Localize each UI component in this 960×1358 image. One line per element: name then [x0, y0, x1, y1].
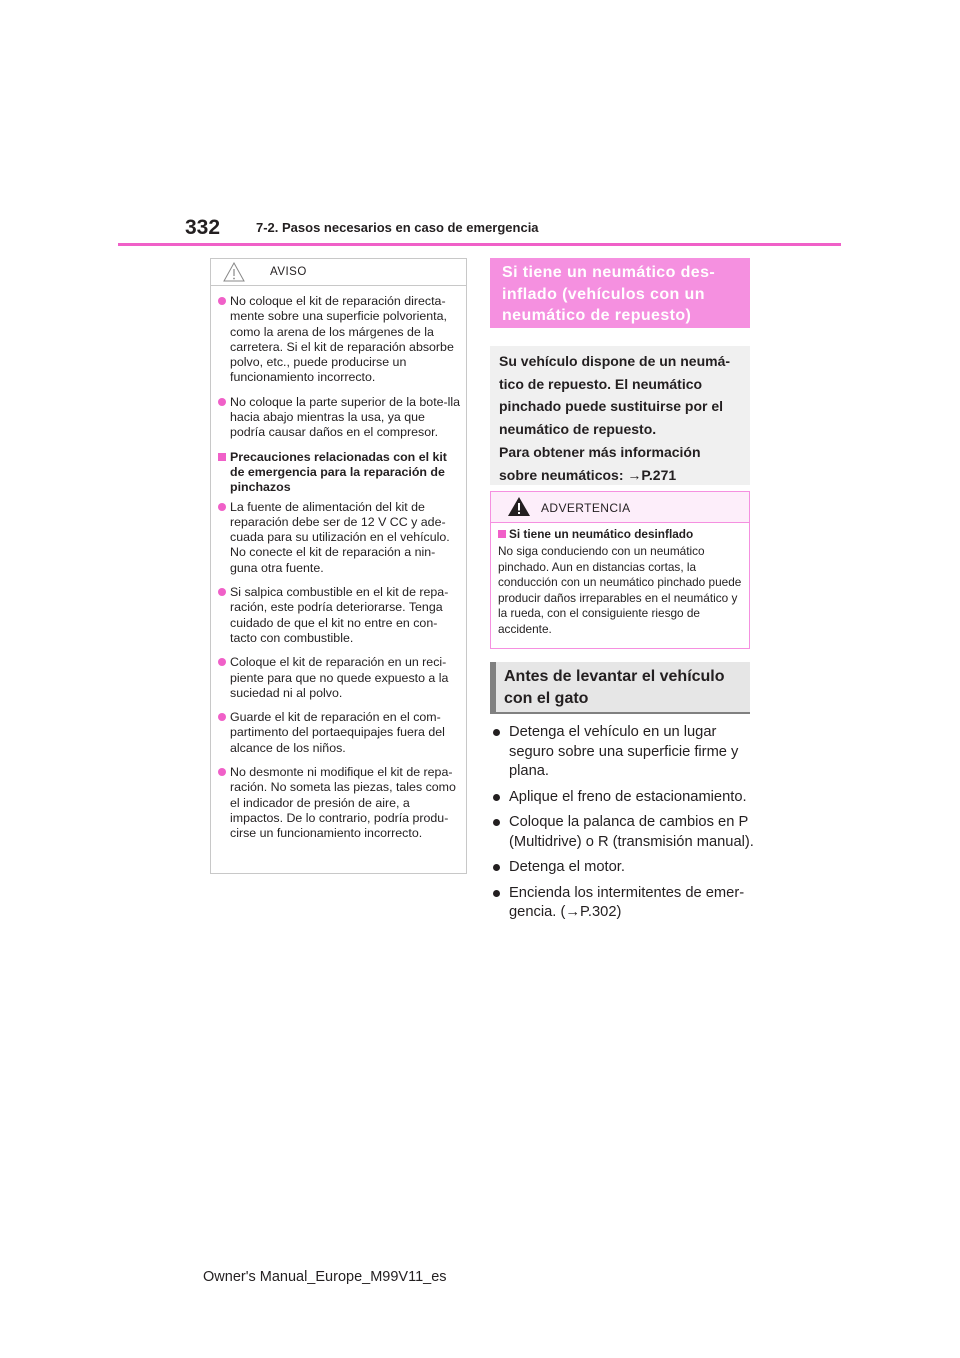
aviso-item [218, 585, 462, 646]
bullet-icon [218, 655, 230, 701]
section-title-line: con el gato [504, 690, 589, 707]
aviso-item [218, 395, 462, 441]
list-item-text: Detenga el vehículo en un lugar seguro sobre una superficie firme y plana. [509, 724, 739, 779]
aviso-title: AVISO [270, 266, 307, 278]
page-footer: Owner's Manual_Europe_M99V11_es [203, 1269, 447, 1285]
square-icon [218, 450, 230, 496]
chapter-title: 7-2. Pasos necesarios en caso de emergencia [256, 220, 539, 235]
aviso-item [218, 294, 462, 386]
section-title-line: inflado (vehículos con un [502, 285, 705, 303]
section-title-spare-tire [490, 258, 750, 328]
aviso-item [218, 500, 462, 576]
aviso-item-text: Guarde el kit de reparación en el com-partimento del portaequipajes fuera del alcance de los niños. [230, 710, 445, 755]
aviso-item-text: No desmonte ni modifique el kit de repa-ración. No someta las piezas, tales como el indicador de presión de aire, a impactos. De lo contrario, podría produ-cirse un funcionamiento incorrecto. [230, 765, 456, 841]
bullet-icon [218, 500, 230, 576]
section-title-line: neumático de repuesto) [502, 307, 692, 324]
list-item-text: Detenga el motor. [509, 859, 625, 875]
bullet-icon [490, 813, 509, 852]
list-item [490, 723, 755, 782]
info-line: Su vehículo dispone de un neumá- [499, 353, 731, 369]
aviso-box [210, 258, 467, 874]
info-box [490, 346, 750, 485]
bullet-icon [490, 858, 509, 878]
aviso-subheading [218, 450, 462, 496]
advertencia-subheading-text: Si tiene un neumático desinflado [509, 527, 694, 541]
steps-list [490, 723, 755, 929]
aviso-item [218, 710, 462, 756]
advertencia-box [490, 491, 750, 649]
info-line: neumático de repuesto. [499, 421, 657, 438]
advertencia-text: No siga conduciendo con un neumático pinchado. Aun en distancias cortas, la conducción con un neumático pinchado puede producir daños irreparables en el neumático y la rueda, con el consiguiente riesgo de accidente. [498, 544, 742, 636]
bullet-icon [218, 395, 230, 441]
bullet-icon [218, 710, 230, 756]
aviso-header [211, 259, 466, 286]
bullet-icon [490, 884, 509, 923]
advertencia-header [491, 492, 749, 523]
square-icon [498, 527, 509, 541]
list-item-text: Coloque la palanca de cambios en P (Multidrive) o R (transmisión manual). [509, 814, 754, 850]
warning-icon [507, 496, 531, 517]
section-title-line: Antes de levantar el vehículo [504, 668, 725, 685]
info-line-link[interactable]: sobre neumáticos: →P.271 [499, 466, 677, 483]
aviso-item [218, 655, 462, 701]
info-line: pinchado puede sustituirse por el [499, 398, 724, 415]
aviso-item-text: No coloque el kit de reparación directa-mente sobre una superficie polvorienta, como la arena de los márgenes de la carretera. Si el kit de reparación absorbe polvo, etc., puede producirse un funcionamiento incorrecto. [230, 294, 454, 385]
list-item-text: Encienda los intermitentes de emer-gencia. (→P.302) [509, 884, 745, 920]
bullet-icon [218, 765, 230, 841]
info-line: Para obtener más información [499, 443, 701, 460]
aviso-item-text: Si salpica combustible en el kit de repa-ración, este podría deteriorarse. Tenga cuidado de que el kit no entre en con-tacto con combustible. [230, 585, 449, 645]
list-item-text: Aplique el freno de estacionamiento. [509, 788, 747, 805]
aviso-subheading-text: Precauciones relacionadas con el kit de emergencia para la reparación de pinchazos [230, 449, 447, 495]
aviso-body [218, 294, 462, 851]
bullet-icon [218, 294, 230, 386]
section-title-jack [490, 662, 750, 714]
aviso-item [218, 765, 462, 841]
list-item [490, 858, 755, 878]
bullet-icon [490, 788, 509, 808]
aviso-item-text: La fuente de alimentación del kit de reparación debe ser de 12 V CC y ade-cuada para su utilización en el vehículo. No conecte el kit de reparación a nin-guna otra fuente. [230, 499, 450, 575]
advertencia-subheading [498, 527, 693, 541]
page-number: 332 [185, 216, 221, 239]
info-line: tico de repuesto. El neumático [499, 375, 703, 392]
aviso-item-text: Coloque el kit de reparación en un reci-piente para que no quede expuesto a la suciedad ni al polvo. [230, 655, 449, 700]
list-item [490, 788, 755, 808]
section-title-line: Si tiene un neumático des- [502, 264, 716, 281]
advertencia-title: ADVERTENCIA [541, 501, 631, 515]
caution-icon [223, 262, 245, 282]
list-item [490, 813, 755, 852]
bullet-icon [218, 585, 230, 646]
bullet-icon [490, 723, 509, 782]
header-rule [118, 243, 841, 246]
aviso-item-text: No coloque la parte superior de la bote-lla hacia abajo mientras la usa, ya que podría causar daños en el compresor. [230, 394, 461, 440]
list-item [490, 884, 755, 923]
